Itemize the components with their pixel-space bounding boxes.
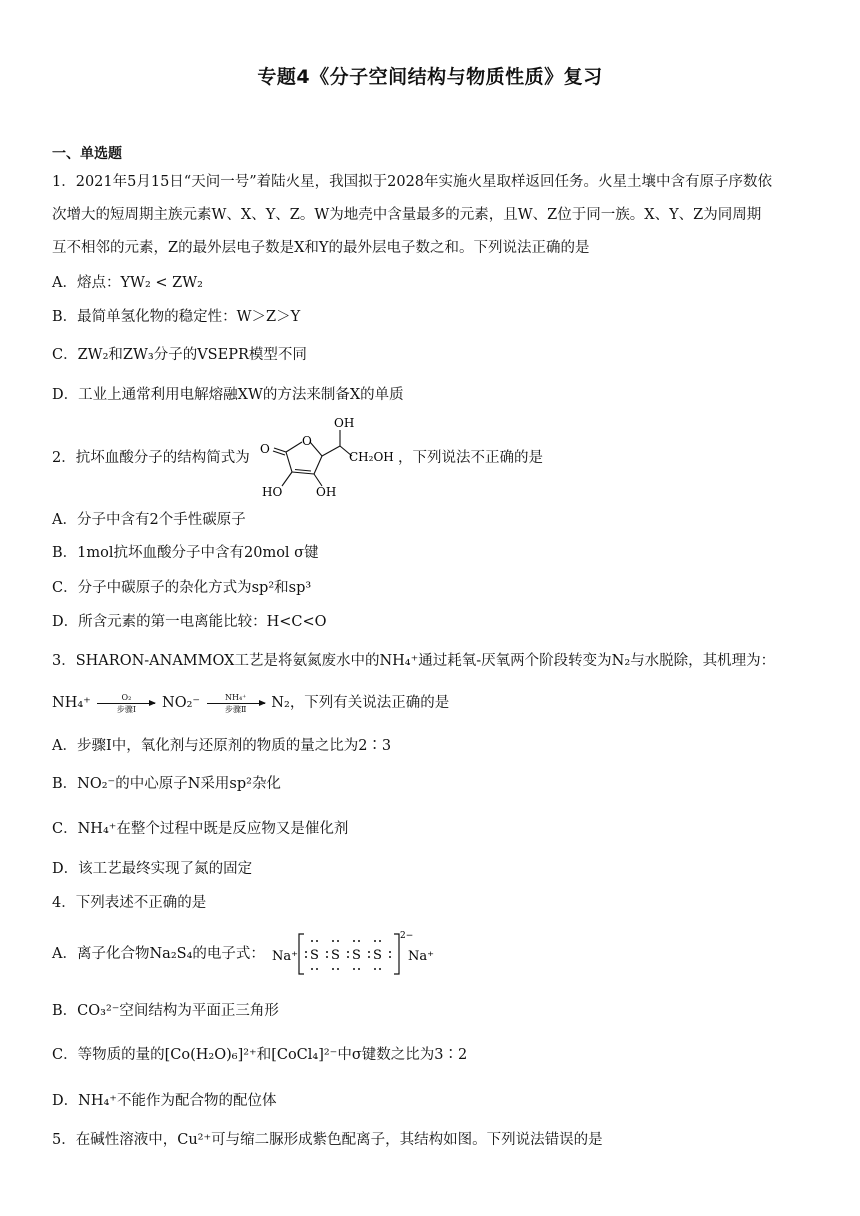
electron-dot: [332, 968, 334, 970]
species: N₂: [271, 695, 290, 711]
q1-option-c: [52, 344, 307, 366]
electron-dot: [358, 968, 360, 970]
sulfur-atom: S: [331, 948, 340, 963]
q1-option-a: [52, 272, 203, 294]
na2s4-electron-formula: [270, 928, 440, 980]
step-label: 步骤Ⅰ: [116, 704, 136, 714]
formula: YW₂ < ZW₂: [120, 275, 203, 291]
electron-dot: [389, 951, 391, 953]
electron-dot: [368, 956, 370, 958]
electron-dot: [326, 956, 328, 958]
struct-ch2oh: CH₂OH: [349, 450, 394, 464]
electron-dot: [353, 968, 355, 970]
charge: 2−: [400, 931, 414, 941]
q4-option-b: [52, 1000, 279, 1022]
electron-dot: [311, 940, 313, 942]
q1-stem-line-2: 次增大的短周期主族元素W、X、Y、Z。W为地壳中含量最多的元素，且W、Z位于同一族。X、Y、Z为同周期: [52, 207, 762, 223]
q1-option-d: D．工业上通常利用电解熔融XW的方法来制备X的单质: [52, 387, 404, 403]
electron-dot: [389, 956, 391, 958]
formula: ZW₂: [77, 347, 109, 363]
electron-dot: [326, 951, 328, 953]
formula: sp²: [251, 580, 275, 596]
page-title: 专题4《分子空间结构与物质性质》复习: [257, 66, 603, 88]
struct-ho-left: HO: [262, 485, 283, 499]
q4-option-c: [52, 1044, 467, 1066]
arrow-icon: [207, 703, 265, 704]
q3-option-c: [52, 818, 348, 840]
sulfur-atom: S: [373, 948, 382, 963]
formula: N₂: [611, 653, 631, 669]
reaction-arrow-2: [207, 693, 265, 714]
electron-dot: [379, 968, 381, 970]
step-label: 步骤Ⅱ: [224, 704, 247, 714]
arrow-icon: [97, 703, 155, 704]
electron-dot: [368, 951, 370, 953]
q3-mechanism: [52, 692, 449, 714]
text: C．分子中碳原子的杂化方式为: [52, 580, 252, 596]
sulfur-atom: S: [352, 948, 361, 963]
text: 杂化: [251, 776, 281, 792]
q2-option-b: B．1mol抗坏血酸分子中含有20mol σ键: [52, 545, 319, 561]
text: ，下列有关说法正确的是: [289, 695, 450, 711]
formula: Na₂S₄: [149, 946, 193, 962]
electron-dot: [316, 968, 318, 970]
q3-stem: [52, 650, 775, 672]
electron-dot: [379, 940, 381, 942]
text: 与水脱除，其机理为：: [630, 653, 776, 669]
option-label: D．: [52, 1093, 79, 1109]
electron-dot: [337, 940, 339, 942]
text: 通过耗氧-厌氧两个阶段转变为: [418, 653, 612, 669]
q5-stem: 5．在碱性溶液中，Cu²⁺可与缩二脲形成紫色配离子，其结构如图。下列说法错误的是: [52, 1132, 603, 1148]
text: 中σ键数之比为3∶2: [337, 1047, 468, 1063]
text: 和: [256, 1047, 272, 1063]
electron-dot: [305, 956, 307, 958]
electron-dot: [316, 940, 318, 942]
q2-option-d: D．所含元素的第一电离能比较：H<C<O: [52, 614, 327, 630]
q1-stem-line-1: 1．2021年5月15日“天问一号”着陆火星，我国拟于2028年实施火星取样返回任务。火星土壤中含有原子序数依: [52, 174, 773, 190]
text: 3．SHARON-ANAMMOX工艺是将氨氮废水中的: [52, 653, 380, 669]
q2-stem-post: ，下列说法不正确的是: [398, 450, 543, 466]
formula: ZW₃: [122, 347, 154, 363]
ascorbic-acid-structure: [252, 414, 402, 500]
electron-dot: [374, 968, 376, 970]
species: NO₂⁻: [162, 695, 201, 711]
electron-dot: [311, 968, 313, 970]
electron-dot: [358, 940, 360, 942]
formula: NH₄⁺: [78, 1093, 117, 1109]
electron-dot: [332, 940, 334, 942]
q1-option-b: B．最简单氢化物的稳定性：W＞Z＞Y: [52, 309, 301, 325]
text: 空间结构为平面正三角形: [119, 1003, 279, 1019]
text: 和: [274, 580, 289, 596]
q2-option-a: A．分子中含有2个手性碳原子: [52, 512, 246, 528]
section-heading: 一、单选题: [52, 146, 122, 162]
q4-option-a-text: [52, 943, 265, 965]
formula: [Co(H₂O)₆]²⁺: [164, 1047, 257, 1063]
struct-oh-top: OH: [334, 416, 355, 430]
formula: [CoCl₄]²⁻: [271, 1047, 338, 1063]
struct-o: O: [260, 442, 270, 456]
q2-option-c: [52, 577, 311, 599]
option-label: B．: [52, 1003, 78, 1019]
formula: sp²: [229, 776, 252, 792]
option-label: C．等物质的量的: [52, 1047, 165, 1063]
q3-option-b: [52, 773, 281, 795]
reagent: NH₄⁺: [224, 692, 247, 702]
electron-dot: [353, 940, 355, 942]
formula: NH₄⁺: [379, 653, 419, 669]
electron-dot: [347, 951, 349, 953]
text: 分子的VSEPR模型不同: [153, 347, 307, 363]
formula: NH₄⁺: [77, 821, 117, 837]
option-label: C．: [52, 347, 78, 363]
option-label: B．: [52, 776, 78, 792]
option-label: A．离子化合物: [52, 946, 150, 962]
text: 和: [108, 347, 123, 363]
formula: NO₂⁻: [77, 776, 116, 792]
reaction-arrow-1: [97, 693, 155, 714]
electron-dot: [347, 956, 349, 958]
option-label: C．: [52, 821, 78, 837]
text: 的中心原子N采用: [115, 776, 230, 792]
electron-dot: [305, 951, 307, 953]
species: NH₄⁺: [52, 695, 91, 711]
formula: sp³: [288, 580, 312, 596]
struct-ring-o: O: [302, 434, 312, 448]
struct-oh-right: OH: [316, 485, 337, 499]
electron-dot: [374, 940, 376, 942]
q1-stem-line-3: 互不相邻的元素，Z的最外层电子数是X和Y的最外层电子数之和。下列说法正确的是: [52, 240, 590, 256]
q3-option-d: D．该工艺最终实现了氮的固定: [52, 861, 253, 877]
q4-option-d: [52, 1090, 276, 1112]
q3-option-a: A．步骤Ⅰ中，氧化剂与还原剂的物质的量之比为2∶3: [52, 738, 392, 754]
na-ion-right: Na⁺: [408, 949, 434, 964]
electron-dot: [337, 968, 339, 970]
text: 的电子式：: [192, 946, 265, 962]
option-label: A．熔点：: [52, 275, 121, 291]
na-ion-left: Na⁺: [272, 949, 298, 964]
sulfur-atom: S: [310, 948, 319, 963]
reagent: O₂: [121, 692, 132, 702]
q4-stem: 4．下列表述不正确的是: [52, 895, 207, 911]
text: 不能作为配合物的配位体: [116, 1093, 277, 1109]
formula: CO₃²⁻: [77, 1003, 120, 1019]
q2-stem-pre: 2．抗坏血酸分子的结构简式为: [52, 450, 250, 466]
text: 在整个过程中既是反应物又是催化剂: [116, 821, 349, 837]
